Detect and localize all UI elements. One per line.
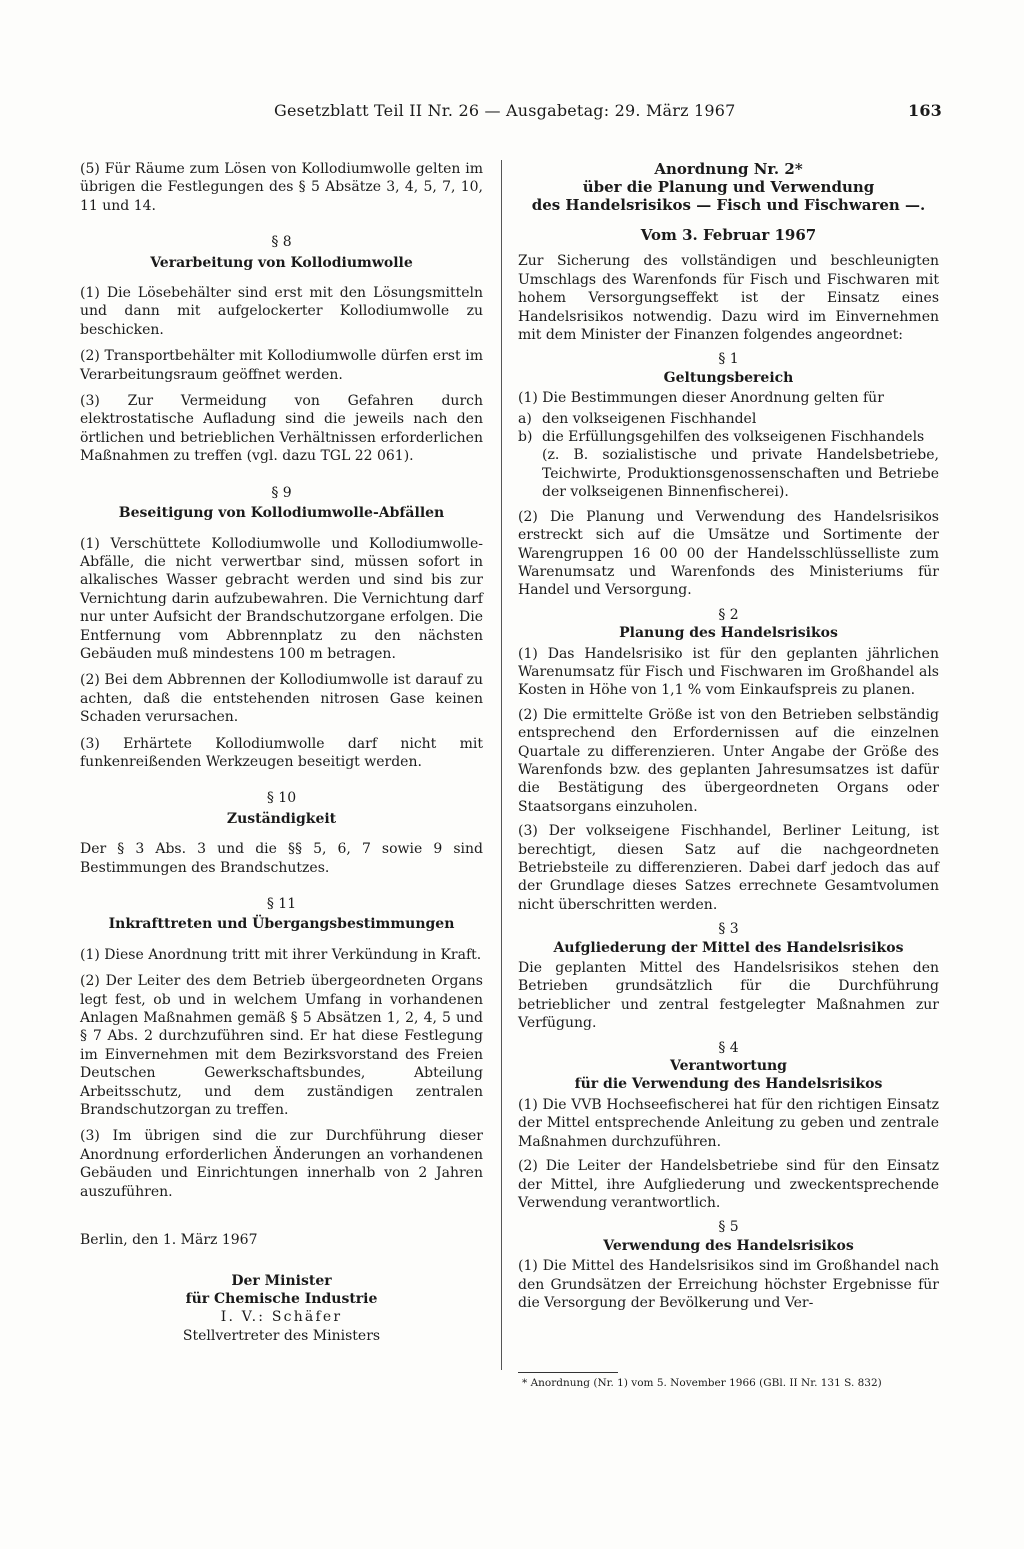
- section-title: Aufgliederung der Mittel des Handelsrisikos: [553, 939, 904, 956]
- paragraph: (1) Die Bestimmungen dieser Anordnung gelten für: [518, 390, 884, 407]
- section-number: § 5: [718, 1219, 739, 1236]
- ordinance-date: Vom 3. Februar 1967: [640, 226, 817, 244]
- ordinance-title: über die Planung und Verwendung: [582, 178, 875, 196]
- list-item: [518, 428, 939, 446]
- page-number: 163: [908, 101, 942, 120]
- left-column: [80, 160, 483, 1345]
- signature-line: Der Minister: [231, 1272, 332, 1289]
- section-title: Verwendung des Handelsrisikos: [603, 1237, 854, 1254]
- item-label: b): [518, 429, 533, 446]
- section-title: Planung des Handelsrisikos: [619, 625, 838, 642]
- section-title: Inkrafttreten und Übergangsbestimmungen: [108, 916, 455, 933]
- signature-line: für Chemische Industrie: [185, 1290, 378, 1307]
- paragraph: (1) Das Handelsrisiko ist für den geplanten jährlichen Warenumsatz für Fisch und Fischwaren im Großhandel als Kosten in Höhe von 1,1 % vom Einkaufspreis zu planen.: [518, 645, 939, 699]
- section-number: § 3: [718, 921, 739, 938]
- header-title: Gesetzblatt Teil II Nr. 26 — Ausgabetag: 29. März 1967: [274, 101, 736, 120]
- paragraph: (2) Transportbehälter mit Kollodiumwolle dürfen erst im Verarbeitungsraum geöffnet werden.: [80, 348, 483, 383]
- item-list: [518, 410, 939, 502]
- section-title: für die Verwendung des Handelsrisikos: [574, 1076, 883, 1093]
- place-date: Berlin, den 1. März 1967: [80, 1232, 258, 1249]
- paragraph: Der § 3 Abs. 3 und die §§ 5, 6, 7 sowie 9 sind Bestimmungen des Brandschutzes.: [80, 841, 483, 876]
- footnote: * Anordnung (Nr. 1) vom 5. November 1966 (GBl. II Nr. 131 S. 832): [522, 1377, 882, 1389]
- paragraph: (1) Die VVB Hochseefischerei hat für den richtigen Einsatz der Mittel entsprechende Anleitung zu geben und zentrale Maßnahmen durchzuführen.: [518, 1096, 939, 1150]
- paragraph: (1) Verschüttete Kollodiumwolle und Kollodiumwolle-Abfälle, die nicht verwertbar sind, müssen sofort in alkalisches Wasser gebracht werden und sind bis zur Vernichtung darin aufzubewahren. Die Vernichtung darf nur unter Aufsicht der Brandschutzorgane erfolgen. Die Entfernung vom Abbrennplatz zu den nächsten Gebäuden muß mindestens 100 m betragen.: [80, 535, 483, 662]
- paragraph: (2) Bei dem Abbrennen der Kollodiumwolle ist darauf zu achten, daß die entstehenden nitrosen Gase keinen Schaden verursachen.: [80, 672, 483, 726]
- section-title: Verarbeitung von Kollodiumwolle: [150, 254, 413, 271]
- section-title: Beseitigung von Kollodiumwolle-Abfällen: [118, 505, 445, 522]
- paragraph: (3) Im übrigen sind die zur Durchführung dieser Anordnung erforderlichen Änderungen an vorhandenen Gebäuden und Einrichtungen innerhalb von 2 Jahren auszuführen.: [80, 1128, 483, 1200]
- paragraph: (3) Erhärtete Kollodiumwolle darf nicht mit funkenreißenden Werkzeugen beseitigt werden.: [80, 735, 483, 770]
- item-text: die Erfüllungsgehilfen des volkseigenen Fischhandels: [542, 429, 925, 446]
- signatory-name: I. V.: Schäfer: [220, 1309, 343, 1326]
- right-column: [518, 160, 939, 1318]
- paragraph: (2) Die ermittelte Größe ist von den Betrieben selbständig entsprechend den Erfordernissen auf die einzelnen Quartale zu differenzieren. Unter Angabe der Größe des Warenfonds bzw. des geplanten Jahresumsatzes ist dafür die Bestätigung des übergeordneten Organs oder Staatsorgans einzuholen.: [518, 706, 939, 815]
- item-label: a): [518, 410, 532, 427]
- paragraph: (2) Die Leiter der Handelsbetriebe sind für den Einsatz der Mittel, ihre Aufgliederung und zweckentsprechende Verwendung verantwortlich.: [518, 1158, 939, 1211]
- signatory-role: Stellvertreter des Ministers: [182, 1327, 381, 1344]
- signature-block: [80, 1272, 483, 1346]
- paragraph: (2) Die Planung und Verwendung des Handelsrisikos erstreckt sich auf die Umsätze und Sortimente der Warengruppen 16 00 00 der Handelsschlüsselliste zum Warenumsatz und Warenfonds des Ministeriums für Handel und Versorgung.: [518, 508, 939, 599]
- section-number: § 10: [266, 790, 297, 807]
- paragraph: Die geplanten Mittel des Handelsrisikos stehen den Betrieben grundsätzlich für die Durchführung betrieblicher und zentral festgelegter Maßnahmen zur Verfügung.: [518, 960, 939, 1032]
- paragraph: (1) Die Lösebehälter sind erst mit den Lösungsmitteln und dann mit aufgelockerter Kollodiumwolle zu beschicken.: [80, 285, 483, 338]
- section-number: § 4: [718, 1039, 739, 1056]
- section-number: § 9: [271, 484, 292, 501]
- ordinance-title: Anordnung Nr. 2*: [654, 160, 803, 178]
- section-title: Zuständigkeit: [226, 810, 337, 827]
- section-number: § 8: [271, 234, 292, 251]
- section-number: § 2: [718, 606, 739, 623]
- footnote-rule: [518, 1372, 618, 1373]
- section-number: § 1: [718, 351, 739, 368]
- paragraph: (5) Für Räume zum Lösen von Kollodiumwolle gelten im übrigen die Festlegungen des § 5 Absätze 3, 4, 5, 7, 10, 11 und 14.: [80, 161, 483, 214]
- column-divider: [501, 160, 502, 1370]
- preamble: Zur Sicherung des vollständigen und beschleunigten Umschlags des Warenfonds für Fisch und Fischwaren mit hohem Versorgungseffekt ist der Einsatz eines Handelsrisikos notwendig. Dazu wird im Einvernehmen mit dem Minister der Finanzen folgendes angeordnet:: [518, 253, 939, 344]
- section-title: Verantwortung: [670, 1058, 787, 1075]
- paragraph: (1) Diese Anordnung tritt mit ihrer Verkündung in Kraft.: [80, 946, 482, 963]
- list-item: [518, 410, 939, 428]
- section-title: Geltungsbereich: [663, 369, 794, 386]
- ordinance-title: des Handelsrisikos — Fisch und Fischwaren —.: [531, 196, 926, 214]
- paragraph: (3) Zur Vermeidung von Gefahren durch elektrostatische Aufladung sind die jeweils nach den örtlichen und betrieblichen Verhältnissen erforderlichen Maßnahmen zu treffen (vgl. dazu TGL 22 061).: [80, 393, 483, 465]
- item-subtext: (z. B. sozialistische und private Handelsbetriebe, Teichwirte, Produktionsgenossenschaften und Betriebe der volkseigenen Binnenfischerei).: [542, 447, 939, 501]
- paragraph: (1) Die Mittel des Handelsrisikos sind im Großhandel nach den Grundsätzen der Erreichung höchster Ergebnisse für die Versorgung der Bevölkerung und Ver-: [518, 1258, 939, 1311]
- paragraph: (2) Der Leiter des dem Betrieb übergeordneten Organs legt fest, ob und in welchem Umfang in vorhandenen Anlagen Maßnahmen gemäß § 5 Absätzen 1, 2, 4, 5 und § 7 Abs. 2 durchzuführen sind. Er hat diese Festlegung im Einvernehmen mit dem Bezirksvorstand des Freien Deutschen Gewerkschaftsbundes, Abteilung Arbeitsschutz, und dem zuständigen zentralen Brandschutzorgan zu treffen.: [80, 973, 483, 1119]
- section-number: § 11: [266, 896, 297, 912]
- item-text: den volkseigenen Fischhandel: [542, 410, 757, 427]
- paragraph: (3) Der volkseigene Fischhandel, Berliner Leitung, ist berechtigt, diesen Satz auf die nachgeordneten Betriebsteile zu differenzieren. Dabei darf jedoch das auf der Grundlage dieses Satzes errechnete Gesamtvolumen nicht überschritten werden.: [518, 823, 939, 913]
